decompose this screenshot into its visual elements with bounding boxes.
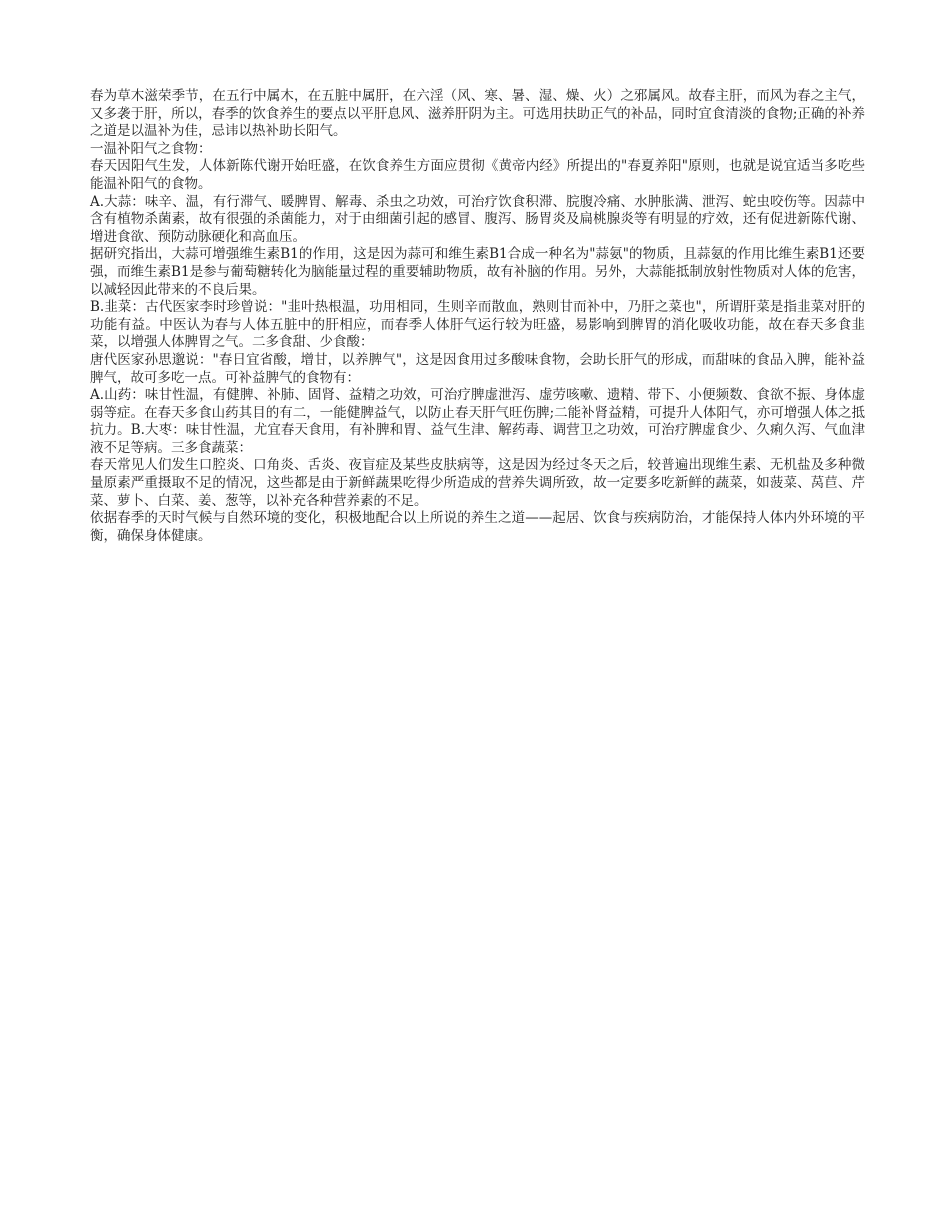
- document-body: [90, 88, 865, 545]
- paragraph-garlic-research: 据研究指出，大蒜可增强维生素B1的作用，这是因为蒜可和维生素B1合成一种名为"蒜氨"的物质，且蒜氨的作用比维生素B1还要强，而维生素B1是参与葡萄糖转化为脑能量过程的重要辅助物质，故有补脑的作用。另外，大蒜能抵制放射性物质对人体的危害，以减轻因此带来的不良后果。: [90, 246, 865, 298]
- paragraph-vegetables: 春天常见人们发生口腔炎、口角炎、舌炎、夜盲症及某些皮肤病等，这是因为经过冬天之后，较普遍出现维生素、无机盐及多种微量原素严重摄取不足的情况，这些都是由于新鲜蔬果吃得少所造成的营养失调所致，故一定要多吃新鲜的蔬菜，如菠菜、莴苣、芹菜、萝卜、白菜、姜、葱等，以补充各种营养素的不足。: [90, 457, 865, 509]
- paragraph-chives: B.韭菜：古代医家李时珍曾说："韭叶热根温，功用相同，生则辛而散血，熟则甘而补中，乃肝之菜也"，所谓肝菜是指韭菜对肝的功能有益。中医认为春与人体五脏中的肝相应，而春季人体肝气运行较为旺盛，易影响到脾胃的消化吸收功能，故在春天多食韭菜，以增强人体脾胃之气。二多食甜、少食酸：: [90, 299, 865, 351]
- paragraph-garlic: A.大蒜：味辛、温，有行滞气、暖脾胃、解毒、杀虫之功效，可治疗饮食积滞、脘腹冷痛、水肿胀满、泄泻、蛇虫咬伤等。因蒜中含有植物杀菌素，故有很强的杀菌能力，对于由细菌引起的感冒、腹泻、肠胃炎及扁桃腺炎等有明显的疗效，还有促进新陈代谢、增进食欲、预防动脉硬化和高血压。: [90, 193, 865, 245]
- paragraph-conclusion: 依据春季的天时气候与自然环境的变化，积极地配合以上所说的养生之道——起居、饮食与疾病防治，才能保持人体内外环境的平衡，确保身体健康。: [90, 510, 865, 544]
- paragraph-yam-jujube: A.山药：味甘性温，有健脾、补肺、固肾、益精之功效，可治疗脾虚泄泻、虚劳咳嗽、遗精、带下、小便频数、食欲不振、身体虚弱等症。在春天多食山药其目的有二，一能健脾益气，以防止春天肝气旺伤脾;二能补肾益精，可提升人体阳气，亦可增强人体之抵抗力。B.大枣：味甘性温，尤宜春天食用，有补脾和胃、益气生津、解药毒、调营卫之功效，可治疗脾虚食少、久痢久泻、气血津液不足等病。三多食蔬菜：: [90, 387, 865, 456]
- paragraph-intro: 春为草木滋荣季节，在五行中属木，在五脏中属肝，在六淫（风、寒、暑、湿、燥、火）之邪属风。故春主肝，而风为春之主气，又多袭于肝，所以，春季的饮食养生的要点以平肝息风、滋养肝阴为主。可选用扶助正气的补品，同时宜食清淡的食物;正确的补养之道是以温补为佳，忌讳以热补助长阳气。: [90, 88, 865, 140]
- section-heading-warm-yang-foods: 一温补阳气之食物：: [90, 140, 212, 157]
- paragraph-spring-yang: 春天因阳气生发，人体新陈代谢开始旺盛，在饮食养生方面应贯彻《黄帝内经》所提出的"春夏养阳"原则，也就是说宜适当多吃些能温补阳气的食物。: [90, 158, 865, 192]
- paragraph-sweet-less-sour: 唐代医家孙思邈说："春日宜省酸，增甘，以养脾气"，这是因食用过多酸味食物，会助长肝气的形成，而甜味的食品入脾，能补益脾气，故可多吃一点。可补益脾气的食物有：: [90, 351, 865, 386]
